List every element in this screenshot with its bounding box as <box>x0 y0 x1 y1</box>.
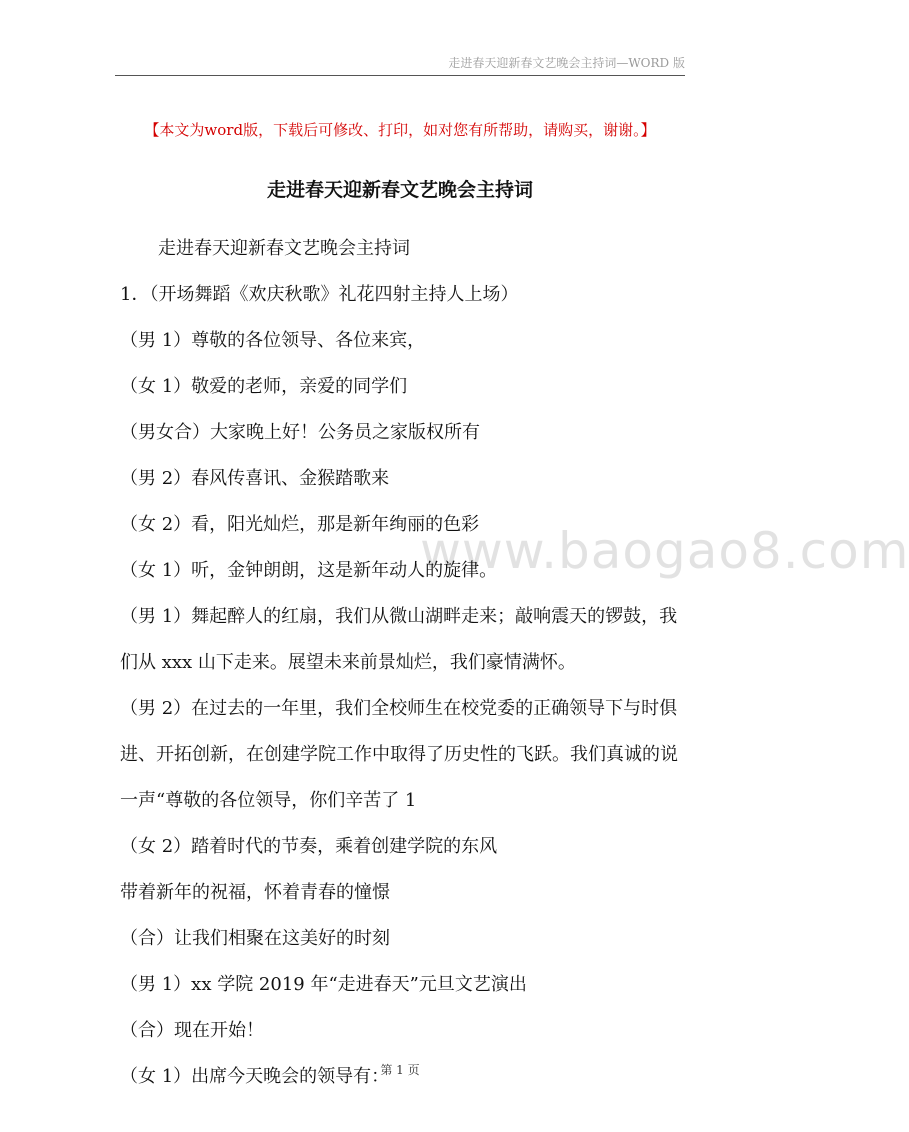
paragraph: （男 2）春风传喜讯、金猴踏歌来 <box>120 468 390 489</box>
paragraph: （女 1）敬爱的老师，亲爱的同学们 <box>120 376 408 397</box>
paragraph: 带着新年的祝福，怀着青春的憧憬 <box>120 882 390 903</box>
paragraph: 1．（开场舞蹈《欢庆秋歌》礼花四射主持人上场） <box>120 284 519 305</box>
paragraph: （合）让我们相聚在这美好的时刻 <box>120 928 390 949</box>
running-header: 走进春天迎新春文艺晚会主持词—WORD 版 <box>448 56 685 70</box>
download-notice: 【本文为word版，下载后可修改、打印，如对您有所帮助，请购买，谢谢。】 <box>144 121 656 139</box>
paragraph-subtitle: 走进春天迎新春文艺晚会主持词 <box>158 238 410 259</box>
document-body <box>120 226 690 1100</box>
paragraph: （男 1）尊敬的各位领导、各位来宾， <box>120 330 426 351</box>
paragraph: （女 2）看，阳光灿烂，那是新年绚丽的色彩 <box>120 514 480 535</box>
paragraph: （男 2）在过去的一年里，我们全校师生在校党委的正确领导下与时俱进、开拓创新，在创建学院工作中取得了历史性的飞跃。我们真诚的说一声“尊敬的各位领导，你们辛苦了 1 <box>120 698 678 811</box>
paragraph: （女 1）听，金钟朗朗，这是新年动人的旋律。 <box>120 560 498 581</box>
paragraph: （合）现在开始！ <box>120 1020 264 1041</box>
paragraph: （女 2）踏着时代的节奏，乘着创建学院的东风 <box>120 836 498 857</box>
paragraph: （女 1）出席今天晚会的领导有： <box>120 1066 390 1087</box>
page-number: 第 1 页 <box>380 1063 420 1077</box>
paragraph: （男 1）xx 学院 2019 年“走进春天”元旦文艺演出 <box>120 974 527 995</box>
paragraph: （男女合）大家晚上好！公务员之家版权所有 <box>120 422 480 443</box>
document-title: 走进春天迎新春文艺晚会主持词 <box>266 179 533 201</box>
header-divider <box>115 75 685 76</box>
watermark: www.baogao8.com <box>420 522 909 580</box>
paragraph: （男 1）舞起醉人的红扇，我们从微山湖畔走来；敲响震天的锣鼓，我们从 xxx 山下走来。展望未来前景灿烂，我们豪情满怀。 <box>120 606 678 673</box>
